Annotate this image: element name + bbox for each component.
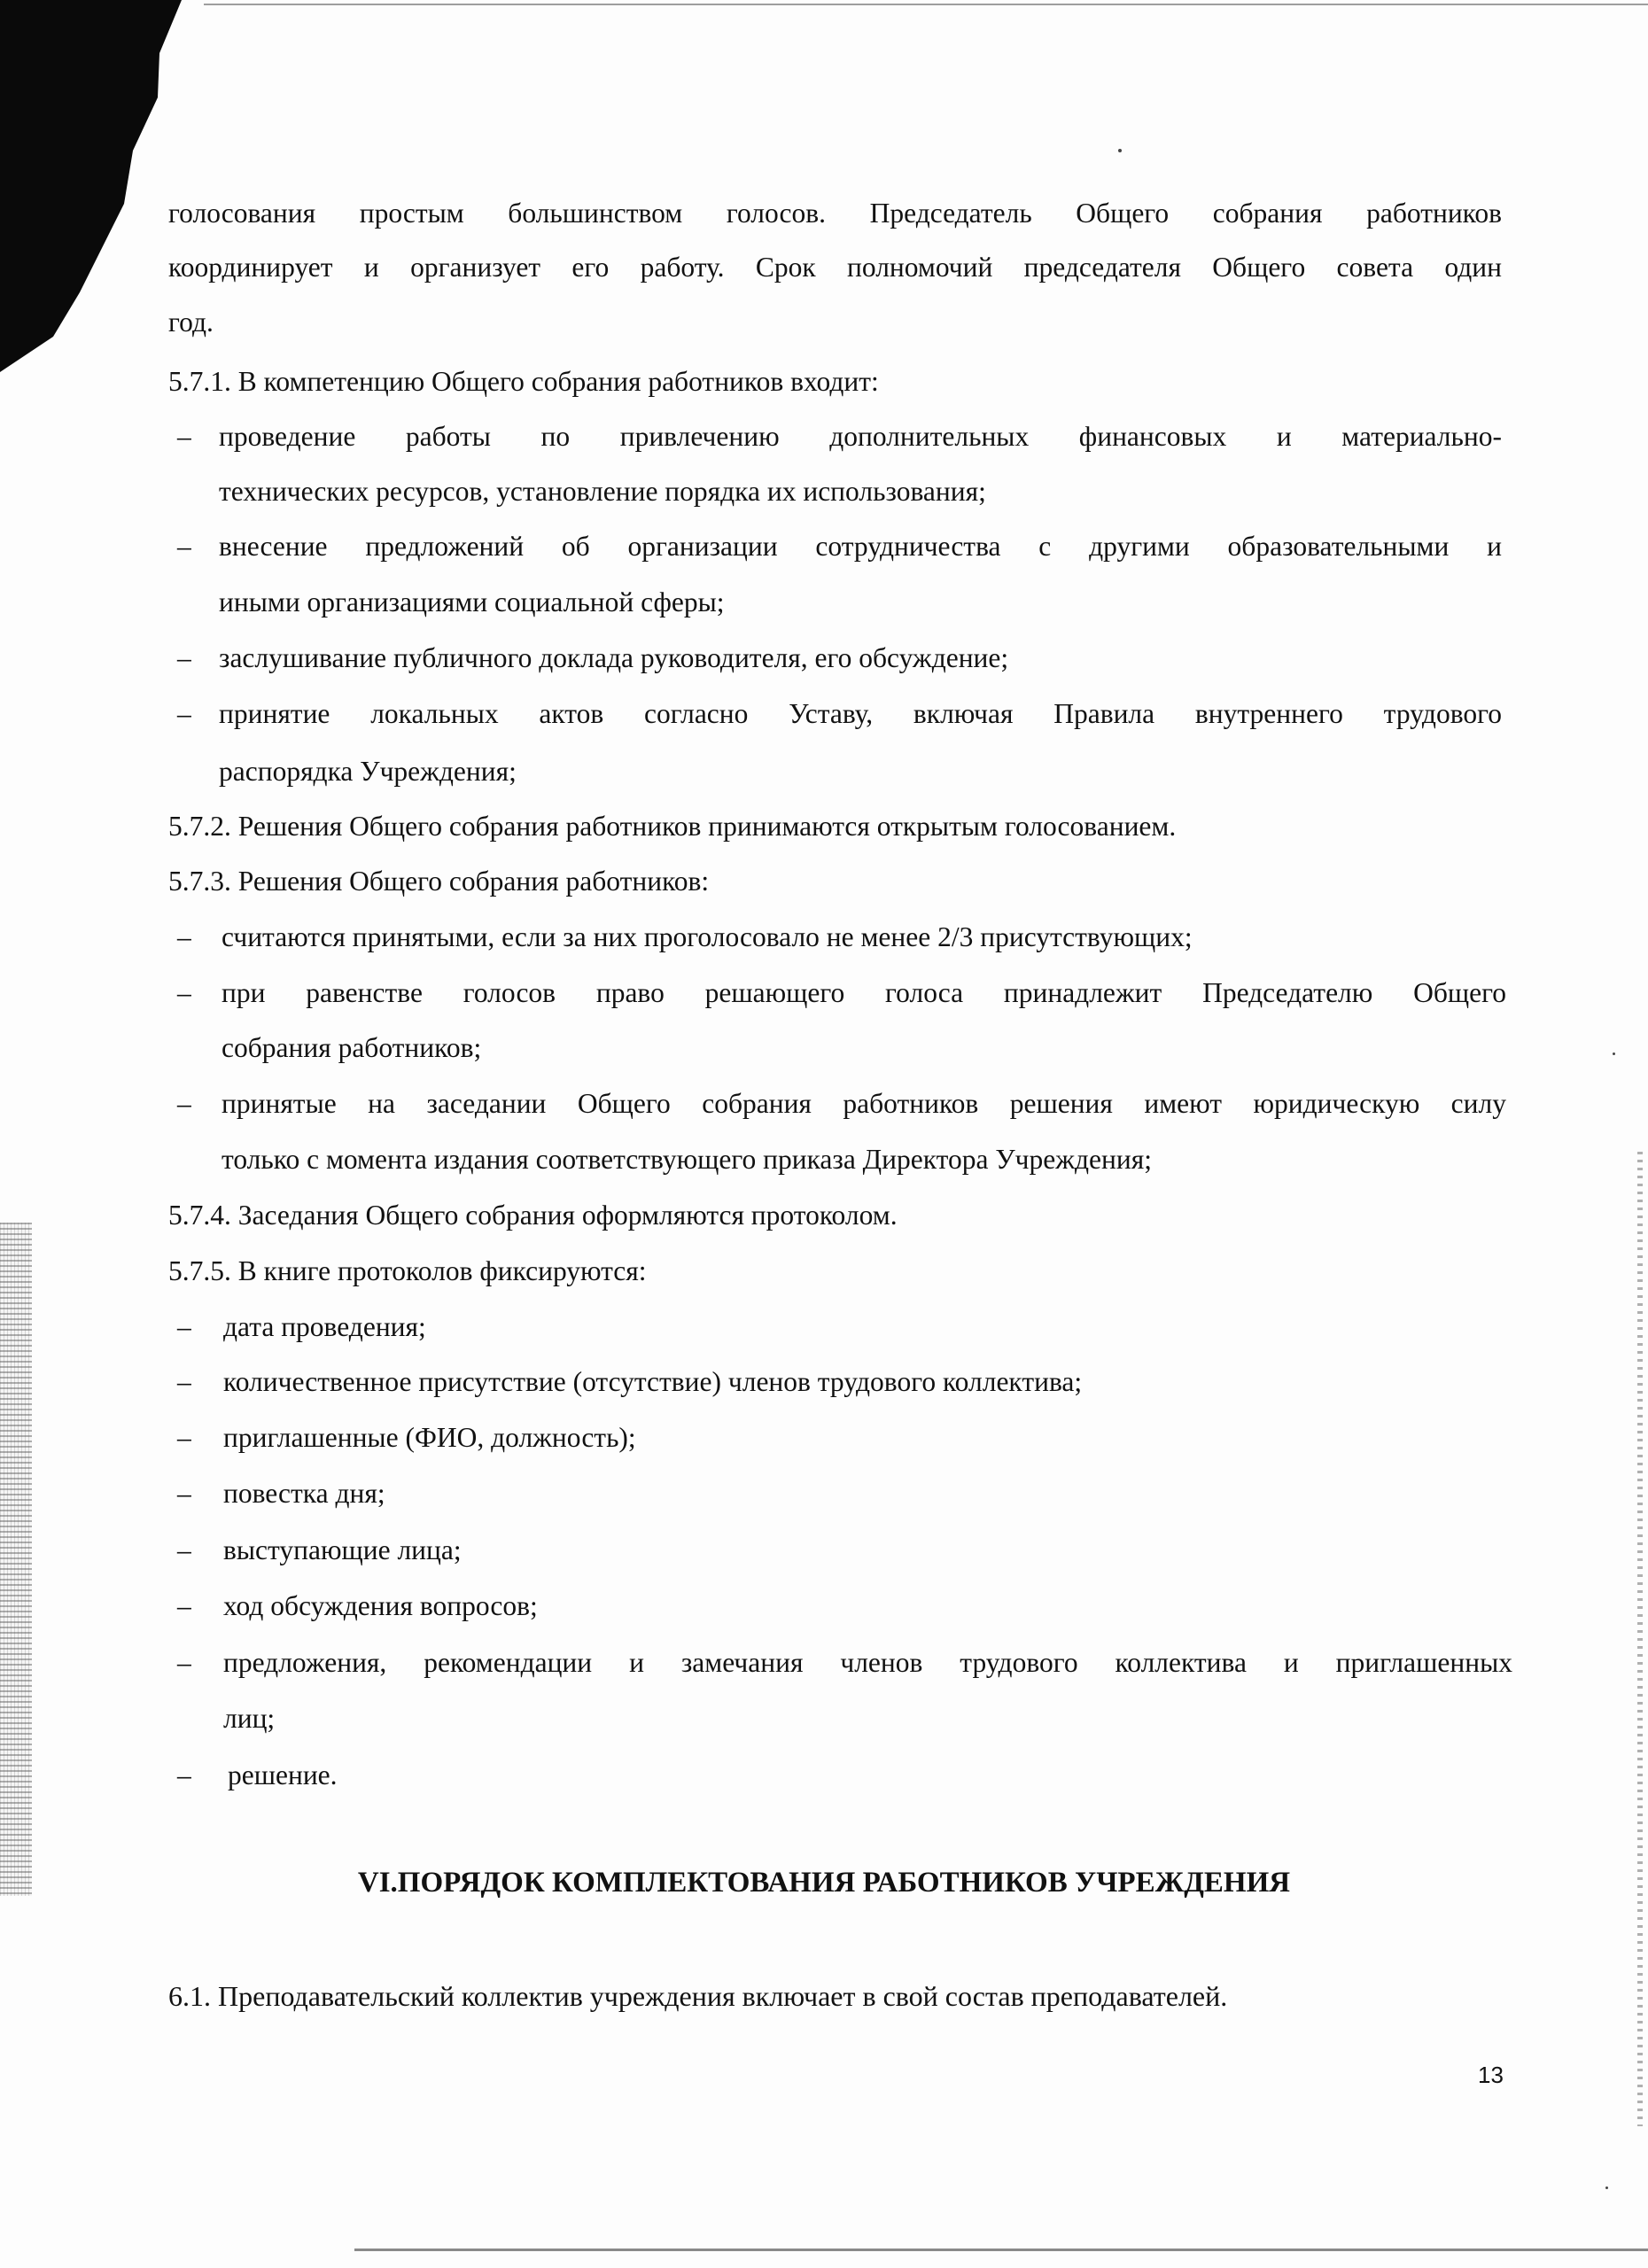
list-item: выступающие лица; (223, 1534, 462, 1565)
list-item-continuation: только с момента издания соответствующего приказа Директора Учреждения; (222, 1144, 1152, 1175)
list-bullet: – (177, 698, 191, 729)
list-item-continuation: иными организациями социальной сферы; (219, 586, 725, 617)
list-item: заслушивание публичного доклада руководителя, его обсуждение; (219, 642, 1009, 673)
list-item: при равенстве голосов право решающего голоса принадлежит Председателю Общего (222, 977, 1506, 1008)
list-bullet: – (177, 1534, 191, 1565)
list-item-continuation: технических ресурсов, установление порядка их использования; (219, 476, 986, 507)
list-item: предложения, рекомендации и замечания членов трудового коллектива и приглашенных (223, 1647, 1512, 1678)
list-item-continuation: собрания работников; (222, 1032, 482, 1063)
paragraph-line: голосования простым большинством голосов. Председатель Общего собрания работников (168, 198, 1502, 229)
section-title: VI.ПОРЯДОК КОМПЛЕКТОВАНИЯ РАБОТНИКОВ УЧРЕЖДЕНИЯ (357, 1867, 1291, 1899)
list-item: внесение предложений об организации сотрудничества с другими образовательными и (219, 531, 1502, 562)
clause-text: 5.7.2. Решения Общего собрания работников принимаются открытым голосованием. (168, 811, 1177, 842)
list-item: решение. (228, 1759, 338, 1790)
clause-heading: 5.7.1. В компетенцию Общего собрания работников входит: (168, 366, 879, 397)
list-bullet: – (177, 977, 191, 1008)
list-bullet: – (177, 1478, 191, 1509)
list-item: принятые на заседании Общего собрания работников решения имеют юридическую силу (222, 1088, 1506, 1119)
list-item-continuation: лиц; (223, 1703, 276, 1734)
list-bullet: – (177, 1422, 191, 1453)
list-item: приглашенные (ФИО, должность); (223, 1422, 636, 1453)
list-item: принятие локальных актов согласно Уставу, включая Правила внутреннего трудового (219, 698, 1502, 729)
list-item-continuation: распорядка Учреждения; (219, 756, 517, 787)
clause-heading: 5.7.5. В книге протоколов фиксируются: (168, 1255, 647, 1286)
list-bullet: – (177, 642, 191, 673)
paragraph-line: координирует и организует его работу. Срок полномочий председателя Общего совета один (168, 252, 1502, 283)
list-bullet: – (177, 1759, 191, 1790)
list-item: ход обсуждения вопросов; (223, 1590, 538, 1621)
list-item: проведение работы по привлечению дополнительных финансовых и материально- (219, 421, 1502, 452)
paragraph-line: год. (168, 307, 214, 338)
list-bullet: – (177, 531, 191, 562)
list-item: считаются принятыми, если за них проголосовало не менее 2/3 присутствующих; (222, 921, 1193, 952)
list-bullet: – (177, 1088, 191, 1119)
list-item: дата проведения; (223, 1311, 426, 1342)
list-bullet: – (177, 1311, 191, 1342)
list-bullet: – (177, 1590, 191, 1621)
list-item: повестка дня; (223, 1478, 385, 1509)
clause-text: 5.7.4. Заседания Общего собрания оформляются протоколом. (168, 1200, 898, 1231)
list-bullet: – (177, 421, 191, 452)
clause-text: 6.1. Преподавательский коллектив учреждения включает в свой состав преподавателей. (168, 1980, 1228, 2012)
list-item: количественное присутствие (отсутствие) членов трудового коллектива; (223, 1366, 1083, 1397)
list-bullet: – (177, 1366, 191, 1397)
list-bullet: – (177, 921, 191, 952)
page-number: 13 (1478, 2062, 1504, 2088)
list-bullet: – (177, 1647, 191, 1678)
clause-heading: 5.7.3. Решения Общего собрания работников: (168, 866, 710, 897)
